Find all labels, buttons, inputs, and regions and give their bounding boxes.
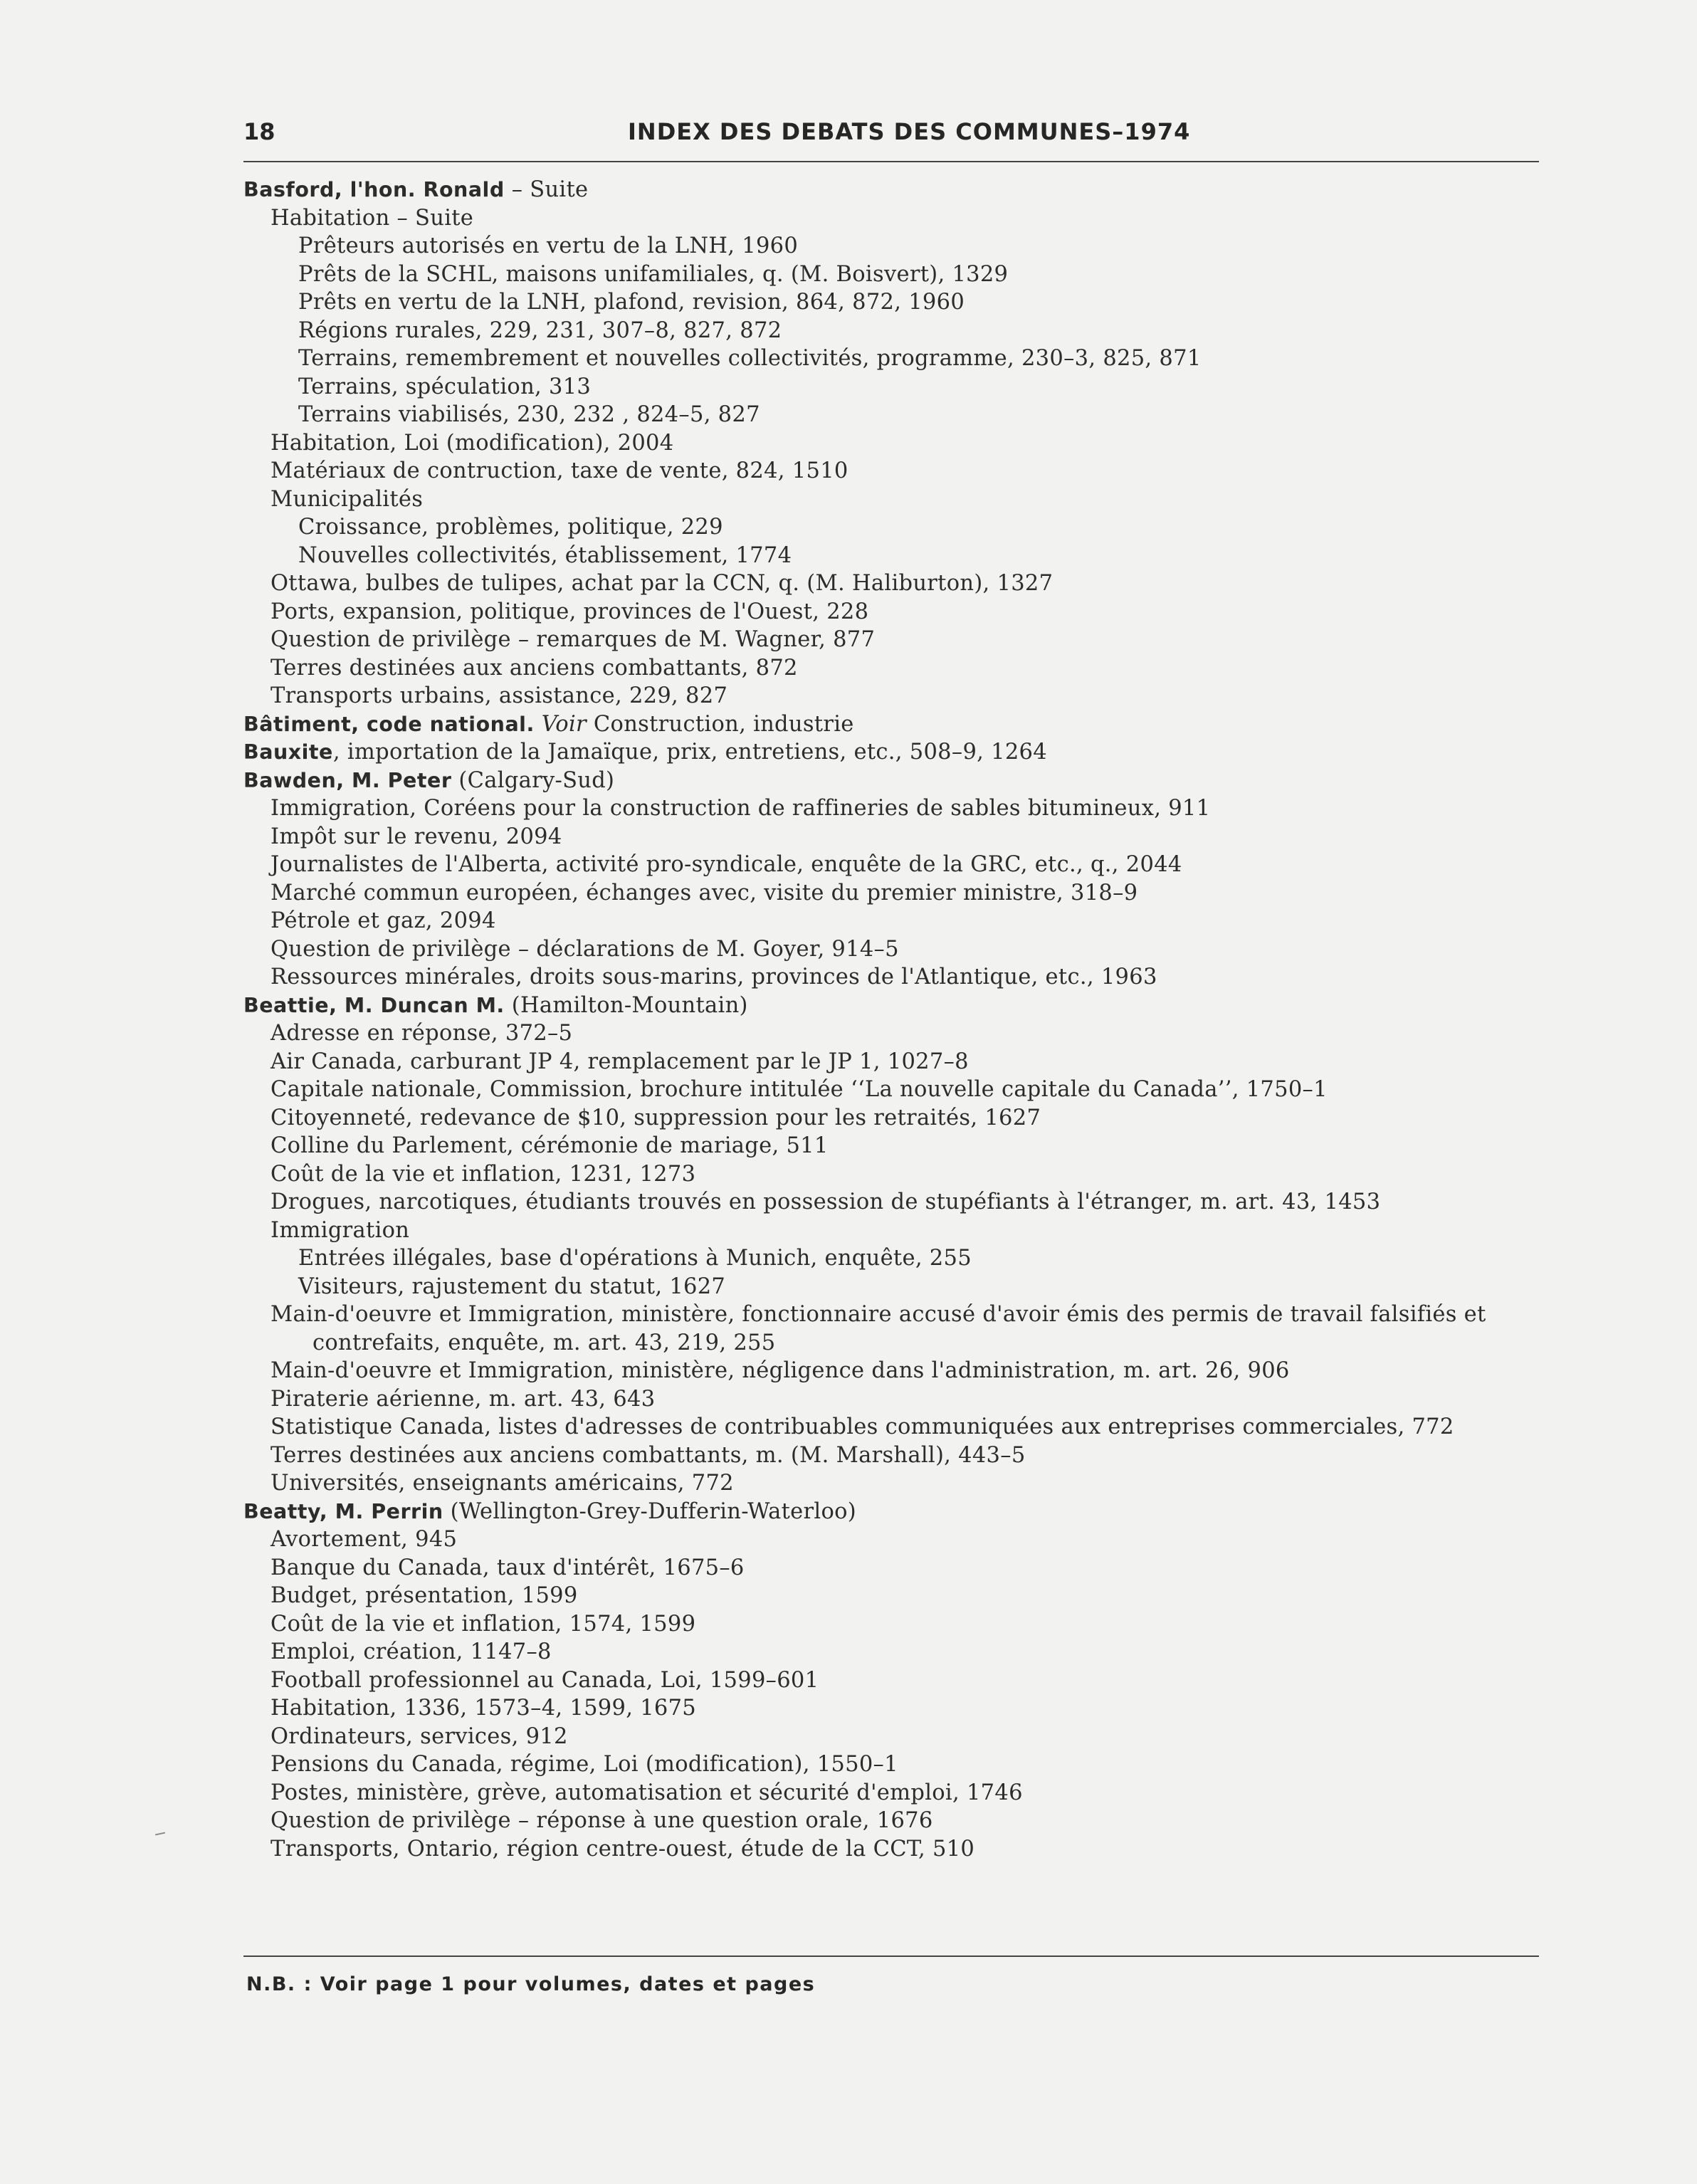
index-sub-subentry [243, 542, 1546, 570]
header-rule [243, 161, 1539, 162]
entry-heading: Beatty, M. Perrin [243, 1499, 443, 1523]
index-subentry [243, 879, 1546, 908]
entry-text: Journalistes de l'Alberta, activité pro-syndicale, enquête de la GRC, etc., q., 2044 [270, 852, 1182, 877]
index-subentry [243, 963, 1546, 992]
entry-text: Prêts en vertu de la LNH, plafond, revision, 864, 872, 1960 [298, 290, 965, 315]
entry-text: Immigration, Coréens pour la construction de raffineries de sables bitumineux, 911 [270, 796, 1211, 821]
running-title: INDEX DES DEBATS DES COMMUNES–1974 [628, 118, 1191, 145]
entry-text: Banque du Canada, taux d'intérêt, 1675–6 [270, 1555, 745, 1580]
entry-text: Budget, présentation, 1599 [270, 1583, 578, 1608]
index-main-entry [243, 738, 1546, 767]
index-subentry [243, 598, 1546, 626]
index-sub-subentry [243, 513, 1546, 542]
index-entries [243, 176, 1546, 1863]
entry-text: Colline du Parlement, cérémonie de mariage, 511 [270, 1133, 829, 1158]
index-sub-subentry [243, 232, 1546, 261]
entry-text: Ressources minérales, droits sous-marins, provinces de l'Atlantique, etc., 1963 [270, 965, 1157, 989]
footnote: N.B. : Voir page 1 pour volumes, dates et pages [246, 1973, 816, 1995]
entry-text: Impôt sur le revenu, 2094 [270, 824, 562, 849]
entry-text: Question de privilège – déclarations de M. Goyer, 914–5 [270, 936, 899, 962]
entry-text: Statistique Canada, listes d'adresses de contribuables communiquées aux entreprises commerciales, 772 [270, 1414, 1454, 1439]
entry-text: Habitation – Suite [270, 205, 474, 231]
index-subentry [243, 823, 1546, 851]
entry-text: , importation de la Jamaïque, prix, entretiens, etc., 508–9, 1264 [332, 740, 1047, 765]
index-subentry [243, 626, 1546, 654]
index-subentry [243, 1301, 1546, 1357]
entry-text: Air Canada, carburant JP 4, remplacement par le JP 1, 1027–8 [270, 1049, 969, 1074]
index-subentry [243, 204, 1546, 233]
index-main-entry [243, 176, 1546, 204]
entry-text: – Suite [504, 177, 589, 202]
entry-text: (Calgary-Sud) [451, 767, 615, 793]
index-main-entry [243, 767, 1546, 795]
entry-text: Capitale nationale, Commission, brochure intitulée ‘‘La nouvelle capitale du Canada’’, 1750–1 [270, 1077, 1328, 1102]
index-subentry [243, 1779, 1546, 1807]
index-subentry [243, 1694, 1546, 1723]
index-subentry [243, 1104, 1546, 1133]
index-sub-subentry [243, 1244, 1546, 1273]
index-subentry [243, 1413, 1546, 1442]
index-subentry [243, 457, 1546, 485]
index-subentry [243, 935, 1546, 964]
entry-heading: Bauxite [243, 740, 333, 764]
entry-text: Terrains, spéculation, 313 [298, 374, 592, 399]
entry-text: Emploi, création, 1147–8 [270, 1639, 552, 1664]
entry-text: Universités, enseignants américains, 772 [270, 1471, 734, 1496]
page-number: 18 [243, 118, 275, 145]
index-subentry [243, 569, 1546, 598]
entry-text: Marché commun européen, échanges avec, visite du premier ministre, 318–9 [270, 880, 1138, 905]
entry-text: Adresse en réponse, 372–5 [270, 1021, 573, 1046]
entry-text: Football professionnel au Canada, Loi, 1599–601 [270, 1667, 819, 1693]
entry-text: Pétrole et gaz, 2094 [270, 908, 496, 933]
entry-text: Nouvelles collectivités, établissement, 1774 [298, 542, 792, 568]
entry-text: Transports urbains, assistance, 229, 827 [270, 683, 728, 708]
entry-text: Croissance, problèmes, politique, 229 [298, 515, 723, 540]
index-subentry [243, 1807, 1546, 1835]
index-sub-subentry [243, 373, 1546, 401]
entry-text: Coût de la vie et inflation, 1231, 1273 [270, 1161, 696, 1187]
index-subentry [243, 1385, 1546, 1414]
entry-heading: Beattie, M. Duncan M. [243, 993, 505, 1017]
entry-text: Piraterie aérienne, m. art. 43, 643 [270, 1386, 656, 1412]
index-subentry [243, 1723, 1546, 1751]
entry-text: Pensions du Canada, régime, Loi (modification), 1550–1 [270, 1752, 898, 1777]
index-main-entry [243, 1498, 1546, 1526]
entry-text: Transports, Ontario, région centre-ouest, étude de la CCT, 510 [270, 1836, 975, 1862]
entry-text: Terres destinées aux anciens combattants, m. (M. Marshall), 443–5 [270, 1442, 1026, 1468]
index-subentry [243, 1469, 1546, 1498]
index-subentry [243, 1019, 1546, 1048]
index-main-entry [243, 992, 1546, 1020]
index-subentry [243, 1610, 1546, 1639]
index-subentry [243, 1835, 1546, 1864]
entry-text: Habitation, 1336, 1573–4, 1599, 1675 [270, 1696, 697, 1721]
index-subentry [243, 485, 1546, 514]
index-sub-subentry [243, 317, 1546, 345]
entry-text: Ordinateurs, services, 912 [270, 1723, 568, 1749]
entry-text: Entrées illégales, base d'opérations à Munich, enquête, 255 [298, 1246, 972, 1271]
entry-text: (Wellington-Grey-Dufferin-Waterloo) [443, 1498, 856, 1524]
index-subentry [243, 1132, 1546, 1160]
index-subentry [243, 1582, 1546, 1610]
entry-text: Terrains viabilisés, 230, 232 , 824–5, 827 [298, 402, 760, 427]
entry-text: Terrains, remembrement et nouvelles collectivités, programme, 230–3, 825, 871 [298, 346, 1202, 371]
entry-text: Prêteurs autorisés en vertu de la LNH, 1960 [298, 233, 799, 258]
index-subentry [243, 1160, 1546, 1189]
entry-text: Construction, industrie [586, 711, 854, 737]
index-subentry [243, 1048, 1546, 1076]
index-sub-subentry [243, 345, 1546, 373]
entry-heading: Bâtiment, code national. [243, 712, 535, 736]
index-subentry [243, 1526, 1546, 1554]
entry-text: Régions rurales, 229, 231, 307–8, 827, 872 [298, 317, 782, 343]
entry-text: Citoyenneté, redevance de $10, suppression pour les retraités, 1627 [270, 1105, 1041, 1130]
index-subentry [243, 1076, 1546, 1104]
index-subentry [243, 1188, 1546, 1217]
entry-text: Ottawa, bulbes de tulipes, achat par la CCN, q. (M. Haliburton), 1327 [270, 571, 1054, 596]
index-subentry [243, 682, 1546, 710]
entry-text: Main-d'oeuvre et Immigration, ministère, fonctionnaire accusé d'avoir émis des permis de travail falsifiés et contrefaits, enquête, m. art. 43, 219, 255 [270, 1302, 1486, 1355]
entry-text: Terres destinées aux anciens combattants, 872 [270, 655, 798, 681]
index-sub-subentry [243, 261, 1546, 289]
entry-text: Avortement, 945 [270, 1527, 458, 1552]
index-subentry [243, 1217, 1546, 1245]
index-subentry [243, 1638, 1546, 1666]
entry-text: Immigration [270, 1217, 410, 1243]
stray-mark [155, 1832, 165, 1836]
index-subentry [243, 907, 1546, 935]
see-reference: Voir [541, 711, 587, 737]
index-subentry [243, 654, 1546, 683]
entry-text: Ports, expansion, politique, provinces de l'Ouest, 228 [270, 599, 869, 624]
index-subentry [243, 1750, 1546, 1779]
entry-text: (Hamilton-Mountain) [504, 992, 748, 1018]
entry-text: Question de privilège – remarques de M. Wagner, 877 [270, 627, 876, 652]
index-subentry [243, 794, 1546, 823]
index-subentry [243, 429, 1546, 458]
entry-text: Question de privilège – réponse à une question orale, 1676 [270, 1808, 933, 1833]
entry-text: Habitation, Loi (modification), 2004 [270, 430, 674, 456]
entry-text: Prêts de la SCHL, maisons unifamiliales, q. (M. Boisvert), 1329 [298, 261, 1009, 287]
index-subentry [243, 1357, 1546, 1385]
entry-text: Drogues, narcotiques, étudiants trouvés en possession de stupéfiants à l'étranger, m. art. 43, 1453 [270, 1190, 1381, 1214]
index-sub-subentry [243, 288, 1546, 317]
index-subentry [243, 1554, 1546, 1582]
index-sub-subentry [243, 1273, 1546, 1301]
entry-text: Matériaux de contruction, taxe de vente, 824, 1510 [270, 458, 848, 483]
entry-heading: Basford, l'hon. Ronald [243, 178, 505, 201]
index-subentry [243, 851, 1546, 879]
entry-text: Municipalités [270, 486, 424, 512]
page-header [243, 118, 1539, 154]
entry-heading: Bawden, M. Peter [243, 768, 452, 792]
entry-text: Postes, ministère, grève, automatisation et sécurité d'emploi, 1746 [270, 1780, 1023, 1805]
index-main-entry [243, 710, 1546, 739]
entry-text: Visiteurs, rajustement du statut, 1627 [298, 1274, 726, 1299]
index-subentry [243, 1442, 1546, 1470]
footer-rule [243, 1955, 1539, 1957]
index-sub-subentry [243, 401, 1546, 429]
index-subentry [243, 1666, 1546, 1695]
entry-text: Main-d'oeuvre et Immigration, ministère, négligence dans l'administration, m. art. 26, 906 [270, 1358, 1290, 1383]
entry-text: Coût de la vie et inflation, 1574, 1599 [270, 1611, 696, 1637]
